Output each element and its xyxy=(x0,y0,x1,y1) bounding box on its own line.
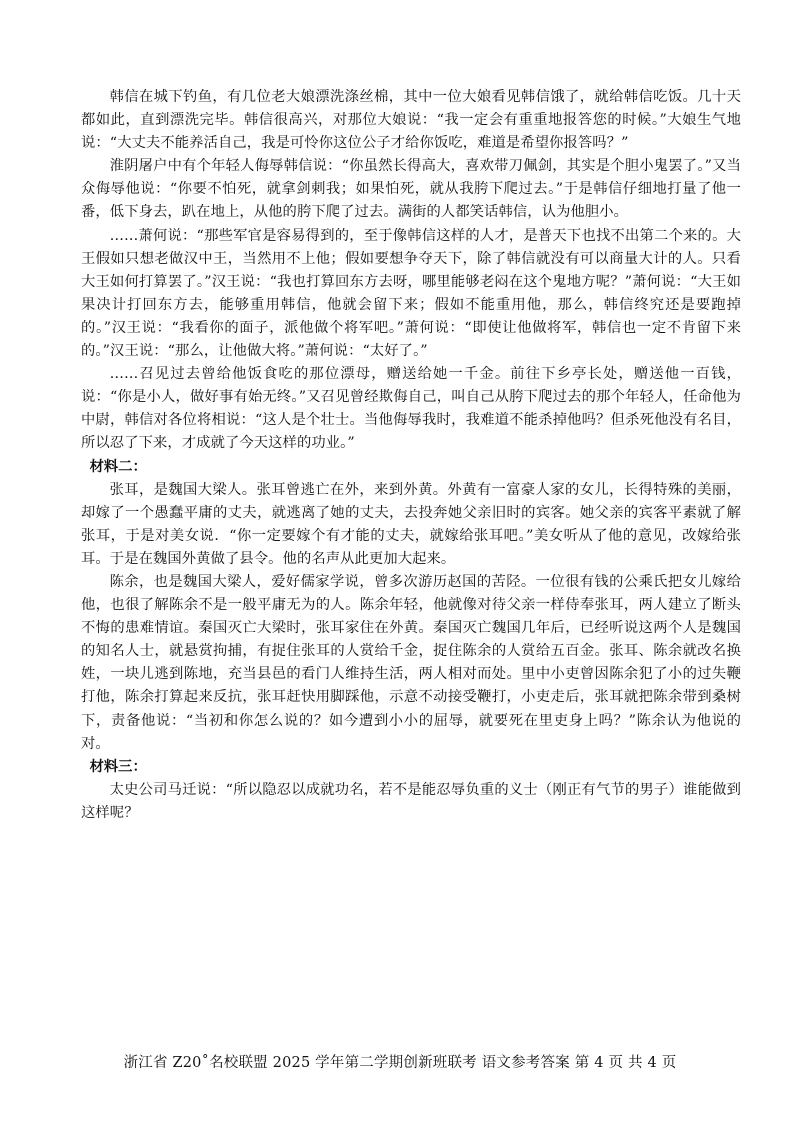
section-heading: 材料三： xyxy=(89,758,147,775)
paragraph: ……萧何说：“那些军官是容易得到的，至于像韩信这样的人才，是普天下也找不出第二个来的。大王假如只想老做汉中王，当然用不上他；假如要想争夺天下，除了韩信就没有可以商量大计的人。只看大王如何打算罢了。”汉王说：“我也打算回东方去呀，哪里能够老闷在这个鬼地方呢？”萧何说：“大王如果决计打回东方去，能够重用韩信，他就会留下来；假如不能重用他，那么，韩信终究还是要跑掉的。”汉王说：“我看你的面子，派他做个将军吧。”萧何说：“即使让他做将军，韩信也一定不肯留下来的。”汉王说：“那么，让他做大将。”萧何说：“太好了。” xyxy=(81,227,741,360)
page-footer: 浙江省 Z20˚名校联盟 2025 学年第二学期创新班联考 语文参考答案 第 4 页 共 4 页 xyxy=(123,1055,677,1071)
paragraph: 淮阴屠户中有个年轻人侮辱韩信说：“你虽然长得高大，喜欢带刀佩剑，其实是个胆小鬼罢了。”又当众侮辱他说：“你要不怕死，就拿剑刺我；如果怕死，就从我胯下爬过去。”于是韩信仔细地打量了他一番，低下身去，趴在地上，从他的胯下爬了过去。满街的人都笑话韩信，认为他胆小。 xyxy=(81,158,741,221)
paragraph: 张耳，是魏国大梁人。张耳曾逃亡在外，来到外黄。外黄有一富豪人家的女儿，长得特殊的美丽，却嫁了一个愚蠢平庸的丈夫，就逃离了她的丈夫，去投奔她父亲旧时的宾客。她父亲的宾客平素就了解张耳，于是对美女说．“你一定要嫁个有才能的丈夫，就嫁给张耳吧。”美女听从了他的意见，改嫁给张耳。于是在魏国外黄做了县令。他的名声从此更加大起来。 xyxy=(81,481,741,567)
paragraph: 韩信在城下钓鱼，有几位老大娘漂洗涤丝棉，其中一位大娘看见韩信饿了，就给韩信吃饭。几十天都如此，直到漂洗完毕。韩信很高兴，对那位大娘说：“我一定会有重重地报答您的时候。”大娘生气地说：“大丈夫不能养活自己，我是可怜你这位公子才给你饭吃，难道是希望你报答吗？” xyxy=(81,89,741,152)
paragraph: 陈余，也是魏国大梁人，爱好儒家学说，曾多次游历赵国的苦陉。一位很有钱的公乘氏把女儿嫁给他，也很了解陈余不是一般平庸无为的人。陈余年轻，他就像对待父亲一样侍奉张耳，两人建立了断头不悔的患难情谊。秦国灭亡大梁时，张耳家住在外黄。秦国灭亡魏国几年后，已经听说这两个人是魏国的知名人士，就悬赏拘捕，有捉住张耳的人赏给千金，捉住陈余的人赏给五百金。张耳、陈余就改名换姓，一块儿逃到陈地，充当县邑的看门人维持生活，两人相对而处。里中小吏曾因陈余犯了小的过失鞭打他，陈余打算起来反抗，张耳赶快用脚踩他，示意不动接受鞭打，小吏走后，张耳就把陈余带到桑树下，责备他说：“当初和你怎么说的？如今遭到小小的屈辱，就要死在里吏身上吗？”陈余认为他说的对。 xyxy=(81,573,741,752)
paragraph: 太史公司马迁说：“所以隐忍以成就功名，若不是能忍辱负重的义士（刚正有气节的男子）谁能做到这样呢？ xyxy=(81,781,741,821)
document-body xyxy=(81,86,741,825)
section-heading: 材料二： xyxy=(89,458,147,475)
paragraph: ……召见过去曾给他饭食吃的那位漂母，赠送给她一千金。前往下乡亭长处，赠送他一百钱，说：“你是小人，做好事有始无终。”又召见曾经欺侮自己，叫自己从胯下爬过去的那个年轻人，任命他为中尉，韩信对各位将相说：“这人是个壮士。当他侮辱我时，我难道不能杀掉他吗？但杀死他没有名目，所以忍了下来，才成就了今天这样的功业。” xyxy=(81,366,741,452)
